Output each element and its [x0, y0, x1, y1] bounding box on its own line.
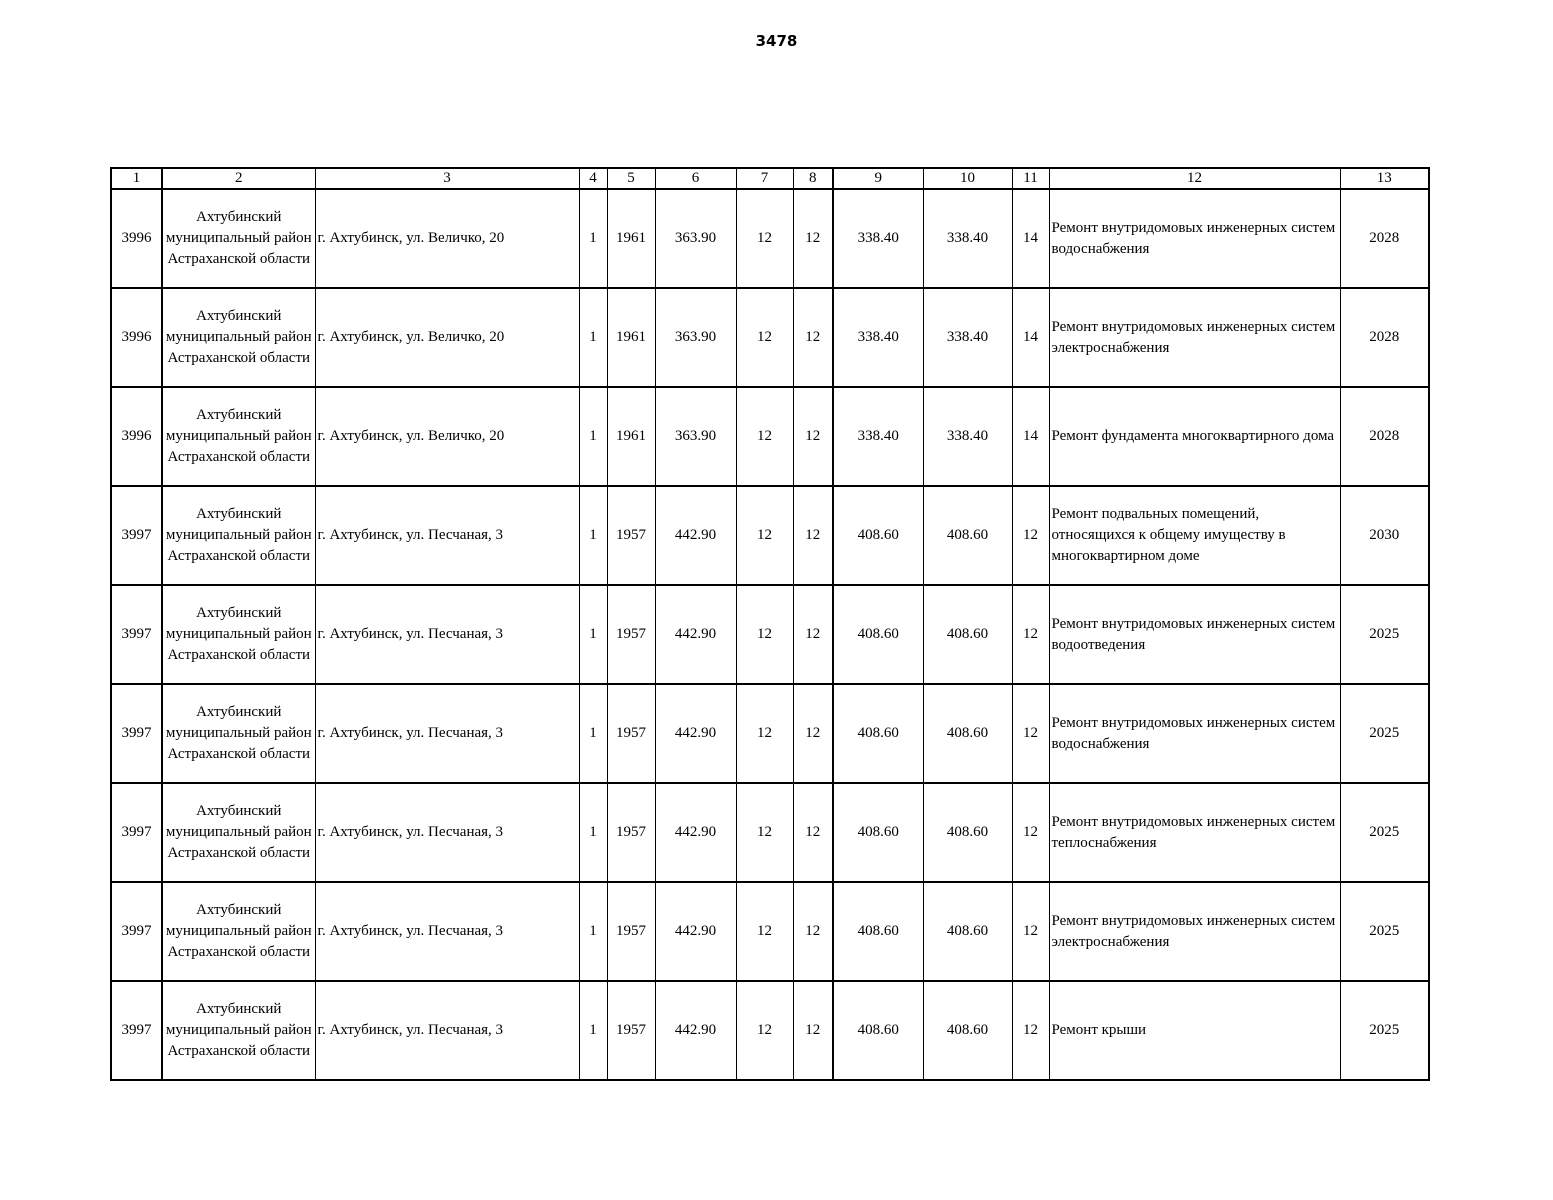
address-cell: г. Ахтубинск, ул. Величко, 20	[315, 288, 579, 387]
address-cell: г. Ахтубинск, ул. Величко, 20	[315, 189, 579, 288]
col7-cell: 12	[736, 684, 793, 783]
municipality-cell: Ахтубинский муниципальный район Астраханской области	[162, 585, 315, 684]
municipality-cell: Ахтубинский муниципальный район Астраханской области	[162, 387, 315, 486]
col7-cell: 12	[736, 189, 793, 288]
column-header-2: 2	[162, 168, 315, 189]
table-row	[111, 981, 1429, 1080]
col11-cell: 12	[1012, 486, 1049, 585]
col10-cell: 338.40	[923, 387, 1012, 486]
col8-cell: 12	[793, 387, 833, 486]
planned-year-cell: 2028	[1340, 387, 1429, 486]
year-cell: 1961	[607, 387, 655, 486]
record-number-cell: 3997	[111, 486, 162, 585]
page-number: 3478	[755, 32, 798, 50]
work-type-cell: Ремонт фундамента многоквартирного дома	[1049, 387, 1340, 486]
col7-cell: 12	[736, 585, 793, 684]
col8-cell: 12	[793, 189, 833, 288]
column-header-9: 9	[833, 168, 923, 189]
municipality-cell: Ахтубинский муниципальный район Астраханской области	[162, 288, 315, 387]
col10-cell: 408.60	[923, 684, 1012, 783]
col7-cell: 12	[736, 981, 793, 1080]
work-type-cell: Ремонт внутридомовых инженерных систем водоснабжения	[1049, 684, 1340, 783]
col8-cell: 12	[793, 981, 833, 1080]
record-number-cell: 3996	[111, 288, 162, 387]
column-header-11: 11	[1012, 168, 1049, 189]
record-number-cell: 3996	[111, 387, 162, 486]
col11-cell: 14	[1012, 189, 1049, 288]
record-number-cell: 3997	[111, 981, 162, 1080]
record-number-cell: 3997	[111, 585, 162, 684]
record-number-cell: 3996	[111, 189, 162, 288]
year-cell: 1957	[607, 486, 655, 585]
column-header-8: 8	[793, 168, 833, 189]
col8-cell: 12	[793, 486, 833, 585]
column-header-1: 1	[111, 168, 162, 189]
col7-cell: 12	[736, 783, 793, 882]
col11-cell: 12	[1012, 783, 1049, 882]
area-cell: 363.90	[655, 387, 736, 486]
col4-cell: 1	[579, 189, 607, 288]
col9-cell: 338.40	[833, 189, 923, 288]
col7-cell: 12	[736, 486, 793, 585]
col8-cell: 12	[793, 684, 833, 783]
planned-year-cell: 2030	[1340, 486, 1429, 585]
col10-cell: 408.60	[923, 981, 1012, 1080]
work-type-cell: Ремонт внутридомовых инженерных систем водоотведения	[1049, 585, 1340, 684]
municipality-cell: Ахтубинский муниципальный район Астраханской области	[162, 486, 315, 585]
column-header-12: 12	[1049, 168, 1340, 189]
col9-cell: 338.40	[833, 288, 923, 387]
address-cell: г. Ахтубинск, ул. Величко, 20	[315, 387, 579, 486]
col7-cell: 12	[736, 387, 793, 486]
area-cell: 363.90	[655, 189, 736, 288]
address-cell: г. Ахтубинск, ул. Песчаная, 3	[315, 882, 579, 981]
col4-cell: 1	[579, 486, 607, 585]
col7-cell: 12	[736, 882, 793, 981]
col9-cell: 408.60	[833, 882, 923, 981]
column-header-10: 10	[923, 168, 1012, 189]
area-cell: 442.90	[655, 882, 736, 981]
address-cell: г. Ахтубинск, ул. Песчаная, 3	[315, 486, 579, 585]
column-header-3: 3	[315, 168, 579, 189]
col4-cell: 1	[579, 783, 607, 882]
column-header-6: 6	[655, 168, 736, 189]
address-cell: г. Ахтубинск, ул. Песчаная, 3	[315, 684, 579, 783]
municipality-cell: Ахтубинский муниципальный район Астраханской области	[162, 684, 315, 783]
col4-cell: 1	[579, 288, 607, 387]
col8-cell: 12	[793, 585, 833, 684]
year-cell: 1957	[607, 783, 655, 882]
col4-cell: 1	[579, 387, 607, 486]
col9-cell: 408.60	[833, 783, 923, 882]
table-row	[111, 585, 1429, 684]
col9-cell: 338.40	[833, 387, 923, 486]
table-header	[111, 168, 1429, 189]
work-type-cell: Ремонт внутридомовых инженерных систем электроснабжения	[1049, 882, 1340, 981]
col4-cell: 1	[579, 684, 607, 783]
register-table	[110, 167, 1430, 1081]
col8-cell: 12	[793, 288, 833, 387]
planned-year-cell: 2028	[1340, 288, 1429, 387]
municipality-cell: Ахтубинский муниципальный район Астраханской области	[162, 189, 315, 288]
col10-cell: 338.40	[923, 189, 1012, 288]
area-cell: 442.90	[655, 486, 736, 585]
col8-cell: 12	[793, 882, 833, 981]
area-cell: 442.90	[655, 585, 736, 684]
col11-cell: 14	[1012, 288, 1049, 387]
col10-cell: 338.40	[923, 288, 1012, 387]
col9-cell: 408.60	[833, 486, 923, 585]
planned-year-cell: 2025	[1340, 981, 1429, 1080]
col10-cell: 408.60	[923, 783, 1012, 882]
col9-cell: 408.60	[833, 981, 923, 1080]
column-header-5: 5	[607, 168, 655, 189]
area-cell: 442.90	[655, 981, 736, 1080]
header-row	[111, 168, 1429, 189]
col4-cell: 1	[579, 585, 607, 684]
col7-cell: 12	[736, 288, 793, 387]
planned-year-cell: 2025	[1340, 585, 1429, 684]
col11-cell: 12	[1012, 882, 1049, 981]
col11-cell: 12	[1012, 981, 1049, 1080]
municipality-cell: Ахтубинский муниципальный район Астраханской области	[162, 882, 315, 981]
col4-cell: 1	[579, 981, 607, 1080]
col9-cell: 408.60	[833, 585, 923, 684]
work-type-cell: Ремонт крыши	[1049, 981, 1340, 1080]
record-number-cell: 3997	[111, 882, 162, 981]
address-cell: г. Ахтубинск, ул. Песчаная, 3	[315, 585, 579, 684]
year-cell: 1961	[607, 288, 655, 387]
year-cell: 1957	[607, 585, 655, 684]
column-header-7: 7	[736, 168, 793, 189]
col10-cell: 408.60	[923, 585, 1012, 684]
record-number-cell: 3997	[111, 684, 162, 783]
table-row	[111, 882, 1429, 981]
col10-cell: 408.60	[923, 486, 1012, 585]
col4-cell: 1	[579, 882, 607, 981]
municipality-cell: Ахтубинский муниципальный район Астраханской области	[162, 783, 315, 882]
record-number-cell: 3997	[111, 783, 162, 882]
table-row	[111, 684, 1429, 783]
col11-cell: 12	[1012, 585, 1049, 684]
table-row	[111, 288, 1429, 387]
work-type-cell: Ремонт подвальных помещений, относящихся к общему имуществу в многоквартирном доме	[1049, 486, 1340, 585]
year-cell: 1957	[607, 882, 655, 981]
table-row	[111, 783, 1429, 882]
work-type-cell: Ремонт внутридомовых инженерных систем электроснабжения	[1049, 288, 1340, 387]
planned-year-cell: 2025	[1340, 783, 1429, 882]
column-header-4: 4	[579, 168, 607, 189]
col9-cell: 408.60	[833, 684, 923, 783]
table-body	[111, 189, 1429, 1080]
col10-cell: 408.60	[923, 882, 1012, 981]
work-type-cell: Ремонт внутридомовых инженерных систем водоснабжения	[1049, 189, 1340, 288]
planned-year-cell: 2028	[1340, 189, 1429, 288]
col11-cell: 12	[1012, 684, 1049, 783]
planned-year-cell: 2025	[1340, 882, 1429, 981]
address-cell: г. Ахтубинск, ул. Песчаная, 3	[315, 783, 579, 882]
table-row	[111, 387, 1429, 486]
municipality-cell: Ахтубинский муниципальный район Астраханской области	[162, 981, 315, 1080]
area-cell: 442.90	[655, 783, 736, 882]
column-header-13: 13	[1340, 168, 1429, 189]
area-cell: 363.90	[655, 288, 736, 387]
col8-cell: 12	[793, 783, 833, 882]
year-cell: 1961	[607, 189, 655, 288]
area-cell: 442.90	[655, 684, 736, 783]
address-cell: г. Ахтубинск, ул. Песчаная, 3	[315, 981, 579, 1080]
planned-year-cell: 2025	[1340, 684, 1429, 783]
col11-cell: 14	[1012, 387, 1049, 486]
work-type-cell: Ремонт внутридомовых инженерных систем теплоснабжения	[1049, 783, 1340, 882]
table-row	[111, 486, 1429, 585]
year-cell: 1957	[607, 684, 655, 783]
table-row	[111, 189, 1429, 288]
year-cell: 1957	[607, 981, 655, 1080]
